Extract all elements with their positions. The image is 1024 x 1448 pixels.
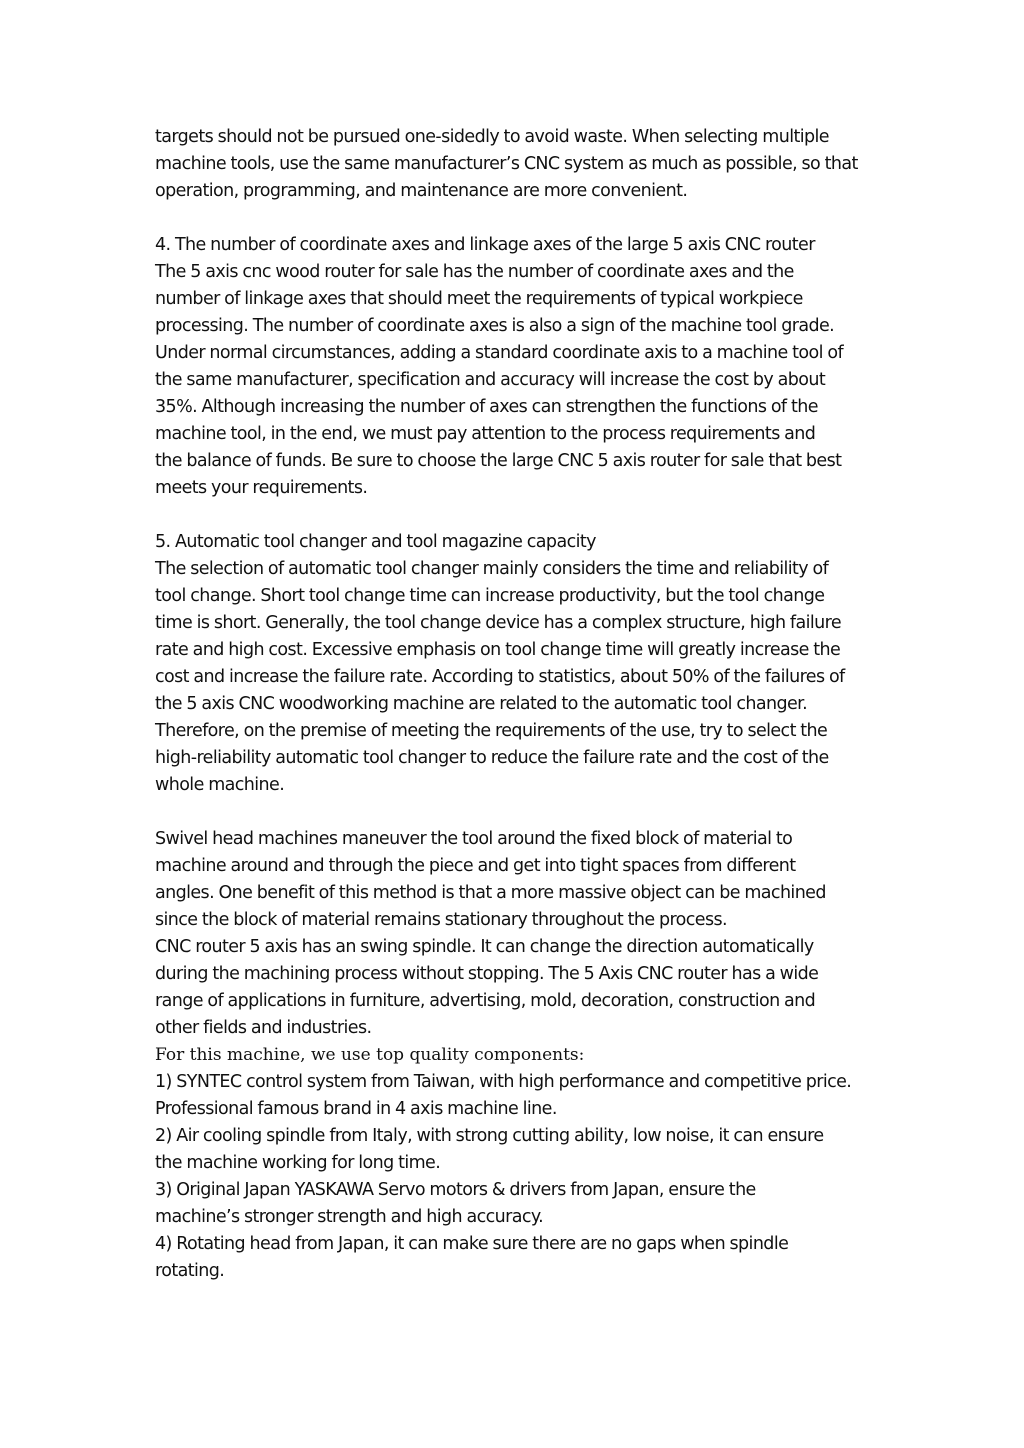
section-4-heading: 4. The number of coordinate axes and linkage axes of the large 5 axis CNC router bbox=[155, 235, 815, 255]
list-item: 1) SYNTEC control system from Taiwan, with high performance and competitive price. bbox=[155, 1072, 852, 1092]
paragraph-spacer bbox=[155, 799, 895, 826]
intro-paragraph bbox=[155, 124, 895, 205]
text-line: processing. The number of coordinate axes is also a sign of the machine tool grade. bbox=[155, 316, 835, 336]
section-5-heading: 5. Automatic tool changer and tool magazine capacity bbox=[155, 532, 596, 552]
text-line: meets your requirements. bbox=[155, 478, 368, 498]
text-line: The 5 axis cnc wood router for sale has the number of coordinate axes and the bbox=[155, 262, 794, 282]
text-line: time is short. Generally, the tool change device has a complex structure, high failure bbox=[155, 613, 841, 633]
section-4 bbox=[155, 232, 895, 502]
text-line: 35%. Although increasing the number of axes can strengthen the functions of the bbox=[155, 397, 818, 417]
text-line: angles. One benefit of this method is that a more massive object can be machined bbox=[155, 883, 826, 903]
text-line: range of applications in furniture, advertising, mold, decoration, construction and bbox=[155, 991, 816, 1011]
swivel-head-paragraph bbox=[155, 826, 895, 1042]
list-item: Professional famous brand in 4 axis machine line. bbox=[155, 1099, 557, 1119]
text-line: operation, programming, and maintenance are more convenient. bbox=[155, 181, 688, 201]
text-line: during the machining process without stopping. The 5 Axis CNC router has a wide bbox=[155, 964, 819, 984]
list-item: machine’s stronger strength and high accuracy. bbox=[155, 1207, 544, 1227]
text-line: Swivel head machines maneuver the tool around the fixed block of material to bbox=[155, 829, 793, 849]
text-line: other fields and industries. bbox=[155, 1018, 372, 1038]
paragraph-spacer bbox=[155, 205, 895, 232]
text-line: Under normal circumstances, adding a standard coordinate axis to a machine tool of bbox=[155, 343, 844, 363]
document-body bbox=[155, 124, 895, 1285]
components-heading: For this machine, we use top quality components: bbox=[155, 1045, 585, 1065]
text-line: machine tools, use the same manufacturer’s CNC system as much as possible, so that bbox=[155, 154, 858, 174]
text-line: CNC router 5 axis has an swing spindle. It can change the direction automatically bbox=[155, 937, 814, 957]
text-line: high-reliability automatic tool changer to reduce the failure rate and the cost of the bbox=[155, 748, 829, 768]
text-line: rate and high cost. Excessive emphasis on tool change time will greatly increase the bbox=[155, 640, 841, 660]
text-line: since the block of material remains stationary throughout the process. bbox=[155, 910, 727, 930]
text-line: the 5 axis CNC woodworking machine are related to the automatic tool changer. bbox=[155, 694, 808, 714]
paragraph-spacer bbox=[155, 502, 895, 529]
text-line: the balance of funds. Be sure to choose the large CNC 5 axis router for sale that best bbox=[155, 451, 842, 471]
text-line: The selection of automatic tool changer mainly considers the time and reliability of bbox=[155, 559, 829, 579]
text-line: cost and increase the failure rate. According to statistics, about 50% of the failures of bbox=[155, 667, 845, 687]
text-line: machine around and through the piece and get into tight spaces from different bbox=[155, 856, 796, 876]
text-line: tool change. Short tool change time can increase productivity, but the tool change bbox=[155, 586, 825, 606]
text-line: number of linkage axes that should meet the requirements of typical workpiece bbox=[155, 289, 803, 309]
text-line: Therefore, on the premise of meeting the requirements of the use, try to select the bbox=[155, 721, 828, 741]
list-item: 2) Air cooling spindle from Italy, with strong cutting ability, low noise, it can ensure bbox=[155, 1126, 824, 1146]
list-item: rotating. bbox=[155, 1261, 225, 1281]
section-5 bbox=[155, 529, 895, 799]
text-line: whole machine. bbox=[155, 775, 285, 795]
list-item: the machine working for long time. bbox=[155, 1153, 441, 1173]
list-item: 3) Original Japan YASKAWA Servo motors & drivers from Japan, ensure the bbox=[155, 1180, 756, 1200]
list-item: 4) Rotating head from Japan, it can make sure there are no gaps when spindle bbox=[155, 1234, 789, 1254]
text-line: machine tool, in the end, we must pay attention to the process requirements and bbox=[155, 424, 816, 444]
text-line: the same manufacturer, specification and accuracy will increase the cost by about bbox=[155, 370, 826, 390]
components-list bbox=[155, 1042, 895, 1285]
text-line: targets should not be pursued one-sidedly to avoid waste. When selecting multiple bbox=[155, 127, 829, 147]
